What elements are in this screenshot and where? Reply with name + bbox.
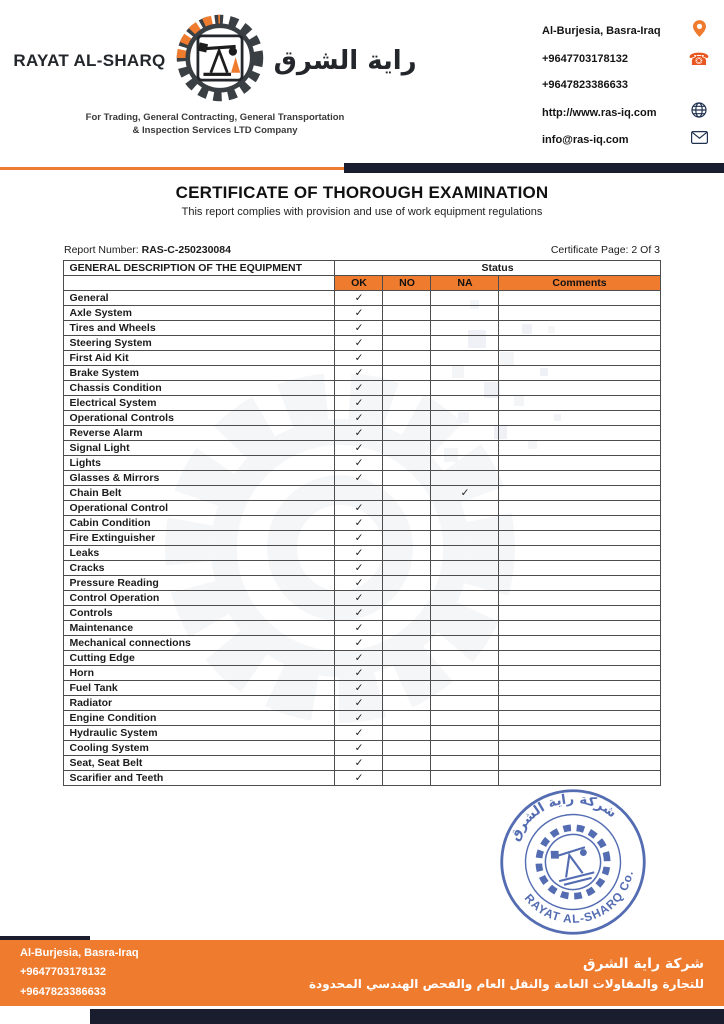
no-check-cell [383,666,431,681]
comments-cell [499,756,660,771]
no-check-cell [383,486,431,501]
equipment-row [64,696,660,711]
equipment-row [64,291,660,306]
no-column-header: NO [383,276,431,291]
equipment-row [64,336,660,351]
na-check-cell: ✓ [431,486,499,501]
comments-cell [499,666,660,681]
contact-phone-1 [542,50,710,68]
no-check-cell [383,546,431,561]
na-check-cell [431,711,499,726]
equipment-name-cell: Cooling System [64,741,335,756]
equipment-row [64,426,660,441]
equipment-name-cell: Pressure Reading [64,576,335,591]
contact-email[interactable] [542,131,710,149]
equipment-row [64,381,660,396]
comments-cell [499,366,660,381]
ok-check-cell: ✓ [335,741,383,756]
na-check-cell [431,651,499,666]
company-tagline [30,111,400,138]
footer-company-name-arabic: شركة راية الشرق [583,955,704,972]
equipment-name-cell: Brake System [64,366,335,381]
ok-check-cell: ✓ [335,381,383,396]
no-check-cell [383,561,431,576]
company-name-arabic: راية الشرق [273,45,417,76]
ok-check-cell: ✓ [335,666,383,681]
comments-cell [499,741,660,756]
equipment-name-cell: Maintenance [64,621,335,636]
email-text[interactable]: info@ras-iq.com [542,134,629,146]
comments-cell [499,621,660,636]
equipment-name-cell: Chain Belt [64,486,335,501]
ok-check-cell: ✓ [335,681,383,696]
equipment-inspection-table [63,260,660,786]
na-check-cell [431,381,499,396]
footer-contact-block [20,944,139,1002]
comments-cell [499,546,660,561]
equipment-row [64,606,660,621]
dark-rule [344,163,724,173]
footer-tagline-arabic: للتجارة والمقاولات العامة والنقل العام والفحص الهندسي المحدودة [308,976,704,991]
no-check-cell [383,741,431,756]
contact-info-block [542,12,710,149]
ok-check-cell: ✓ [335,336,383,351]
ok-check-cell: ✓ [335,651,383,666]
equipment-row [64,576,660,591]
comments-cell [499,396,660,411]
ok-check-cell: ✓ [335,516,383,531]
na-check-cell [431,516,499,531]
comments-cell [499,306,660,321]
ok-check-cell: ✓ [335,351,383,366]
no-check-cell [383,516,431,531]
na-check-cell [431,336,499,351]
equipment-name-cell: Glasses & Mirrors [64,471,335,486]
comments-cell [499,606,660,621]
na-check-cell [431,546,499,561]
globe-icon [688,102,710,123]
na-check-cell [431,741,499,756]
report-number-label: Report Number: [64,244,139,256]
comments-cell [499,291,660,306]
equipment-name-cell: Fuel Tank [64,681,335,696]
ok-check-cell: ✓ [335,501,383,516]
ok-check-cell: ✓ [335,636,383,651]
na-check-cell [431,681,499,696]
ok-check-cell: ✓ [335,726,383,741]
no-check-cell [383,306,431,321]
stamp-gear-pumpjack-icon [532,821,615,904]
equipment-name-cell: Radiator [64,696,335,711]
header-divider [0,163,724,173]
phone-2-text: +9647823386633 [542,79,628,91]
ok-check-cell: ✓ [335,591,383,606]
na-check-cell [431,621,499,636]
ok-check-cell: ✓ [335,321,383,336]
na-check-cell [431,771,499,786]
equipment-row [64,441,660,456]
na-check-cell [431,351,499,366]
equipment-row [64,681,660,696]
ok-check-cell: ✓ [335,471,383,486]
equipment-name-cell: General [64,291,335,306]
no-check-cell [383,366,431,381]
equipment-name-cell: Horn [64,666,335,681]
no-check-cell [383,471,431,486]
comments-cell [499,336,660,351]
ok-check-cell: ✓ [335,696,383,711]
document-title: CERTIFICATE OF THOROUGH EXAMINATION [175,183,549,202]
contact-address [542,20,710,42]
no-check-cell [383,651,431,666]
no-check-cell [383,756,431,771]
na-check-cell [431,456,499,471]
no-check-cell [383,621,431,636]
tagline-line-2: & Inspection Services LTD Company [132,125,298,137]
equipment-row [64,561,660,576]
equipment-row [64,306,660,321]
comments-cell [499,471,660,486]
equipment-row [64,621,660,636]
na-check-cell [431,426,499,441]
footer-phone-2: +9647823386633 [20,985,106,998]
no-check-cell [383,636,431,651]
location-pin-icon [688,20,710,42]
equipment-row [64,456,660,471]
phone-icon: ☎ [688,49,710,69]
equipment-row [64,501,660,516]
na-check-cell [431,606,499,621]
equipment-name-cell: Scarifier and Teeth [64,771,335,786]
na-check-cell [431,756,499,771]
ok-check-cell: ✓ [335,306,383,321]
equipment-name-cell: Leaks [64,546,335,561]
comments-cell [499,426,660,441]
equipment-name-cell: Seat, Seat Belt [64,756,335,771]
no-check-cell [383,576,431,591]
comments-cell [499,411,660,426]
equipment-row [64,486,660,501]
equipment-row [64,636,660,651]
na-check-cell [431,696,499,711]
ok-check-cell: ✓ [335,606,383,621]
no-check-cell [383,531,431,546]
footer-address: Al-Burjesia, Basra-Iraq [20,947,139,960]
document-subtitle: This report complies with provision and use of work equipment regulations [181,206,543,218]
equipment-name-cell: Lights [64,456,335,471]
equipment-name-cell: Cutting Edge [64,651,335,666]
comments-cell [499,591,660,606]
equipment-name-cell: Chassis Condition [64,381,335,396]
no-check-cell [383,381,431,396]
ok-check-cell: ✓ [335,426,383,441]
equipment-row [64,321,660,336]
equipment-name-cell: Steering System [64,336,335,351]
comments-cell [499,486,660,501]
no-check-cell [383,501,431,516]
comments-cell [499,561,660,576]
ok-check-cell: ✓ [335,366,383,381]
na-check-cell [431,291,499,306]
equipment-row [64,741,660,756]
na-check-cell [431,366,499,381]
comments-cell [499,516,660,531]
ok-check-cell: ✓ [335,771,383,786]
equipment-name-cell: Control Operation [64,591,335,606]
equipment-row [64,366,660,381]
no-check-cell [383,411,431,426]
ok-check-cell: ✓ [335,546,383,561]
equipment-name-cell: Cracks [64,561,335,576]
comments-cell [499,636,660,651]
comments-cell [499,681,660,696]
certificate-page-indicator [551,244,660,256]
equipment-name-cell: Mechanical connections [64,636,335,651]
comments-cell [499,726,660,741]
ok-check-cell: ✓ [335,411,383,426]
tagline-line-1: For Trading, General Contracting, General Transportation [85,112,345,123]
na-check-cell [431,561,499,576]
no-check-cell [383,606,431,621]
equipment-name-cell: Tires and Wheels [64,321,335,336]
ok-column-header: OK [335,276,383,291]
na-check-cell [431,636,499,651]
comments-cell [499,351,660,366]
ok-check-cell: ✓ [335,576,383,591]
equipment-row [64,411,660,426]
na-check-cell [431,396,499,411]
no-check-cell [383,726,431,741]
ok-check-cell: ✓ [335,396,383,411]
na-check-cell [431,666,499,681]
equipment-name-cell: Axle System [64,306,335,321]
contact-website[interactable] [542,102,710,123]
ok-check-cell: ✓ [335,531,383,546]
email-icon [688,131,710,149]
comments-cell [499,321,660,336]
comments-column-header: Comments [499,276,660,291]
no-check-cell [383,441,431,456]
phone-1-text: +9647703178132 [542,53,628,65]
ok-check-cell: ✓ [335,561,383,576]
gear-pumpjack-logo-icon [174,12,266,109]
no-check-cell [383,426,431,441]
no-check-cell [383,336,431,351]
equipment-name-cell: Controls [64,606,335,621]
report-meta [64,244,660,256]
report-number-value: RAS-C-250230084 [141,244,231,256]
ok-check-cell: ✓ [335,291,383,306]
ok-check-cell [335,486,383,501]
equipment-name-cell: Electrical System [64,396,335,411]
comments-cell [499,711,660,726]
table-header-row-1 [64,261,660,276]
equipment-row [64,471,660,486]
equipment-row [64,396,660,411]
na-check-cell [431,591,499,606]
ok-check-cell: ✓ [335,441,383,456]
equipment-row [64,591,660,606]
equipment-name-cell: Reverse Alarm [64,426,335,441]
no-check-cell [383,711,431,726]
equipment-row [64,351,660,366]
company-name-english: RAYAT AL-SHARQ [13,50,166,70]
comments-cell [499,381,660,396]
comments-cell [499,531,660,546]
orange-rule [0,167,344,170]
na-check-cell [431,471,499,486]
ok-check-cell: ✓ [335,711,383,726]
na-check-cell [431,531,499,546]
equipment-row [64,546,660,561]
equipment-name-cell: Fire Extinguisher [64,531,335,546]
blank-header-cell [64,276,335,291]
contact-phone-2 [542,76,710,94]
equipment-name-cell: First Aid Kit [64,351,335,366]
na-check-cell [431,411,499,426]
stamp-arabic-text: شركة راية الشرق [507,792,620,844]
company-logo-block [13,12,417,149]
letterhead [0,0,724,149]
na-check-cell [431,306,499,321]
website-text[interactable]: http://www.ras-iq.com [542,106,657,119]
comments-cell [499,456,660,471]
no-check-cell [383,591,431,606]
no-check-cell [383,771,431,786]
equipment-name-cell: Cabin Condition [64,516,335,531]
equipment-row [64,531,660,546]
footer-dark-bar [90,1009,724,1024]
na-check-cell [431,726,499,741]
equipment-name-cell: Signal Light [64,441,335,456]
equipment-name-cell: Hydraulic System [64,726,335,741]
footer [0,936,724,1024]
certificate-page-label: Certificate Page: [550,244,629,256]
report-number [64,244,231,256]
ok-check-cell: ✓ [335,456,383,471]
equipment-name-cell: Operational Controls [64,411,335,426]
footer-orange-band [0,940,724,1006]
stamp-english-text: RAYAT AL-SHARQ Co. [521,869,637,926]
equipment-row [64,711,660,726]
no-check-cell [383,456,431,471]
no-check-cell [383,351,431,366]
no-check-cell [383,696,431,711]
no-check-cell [383,291,431,306]
status-header: Status [335,261,660,276]
footer-arabic-block [309,954,704,993]
equipment-row [64,516,660,531]
ok-check-cell: ✓ [335,756,383,771]
comments-cell [499,441,660,456]
table-header-row-2 [64,276,660,291]
comments-cell [499,501,660,516]
equipment-description-header: GENERAL DESCRIPTION OF THE EQUIPMENT [64,261,335,276]
na-column-header: NA [431,276,499,291]
equipment-row [64,726,660,741]
na-check-cell [431,441,499,456]
na-check-cell [431,576,499,591]
equipment-row [64,651,660,666]
equipment-name-cell: Engine Condition [64,711,335,726]
no-check-cell [383,396,431,411]
comments-cell [499,576,660,591]
address-text: Al-Burjesia, Basra-Iraq [542,25,661,37]
no-check-cell [383,321,431,336]
equipment-row [64,756,660,771]
no-check-cell [383,681,431,696]
ok-check-cell: ✓ [335,621,383,636]
footer-phone-1: +9647703178132 [20,966,106,979]
na-check-cell [431,501,499,516]
comments-cell [499,651,660,666]
na-check-cell [431,321,499,336]
certificate-page-value: 2 Of 3 [631,244,660,256]
comments-cell [499,696,660,711]
equipment-row [64,666,660,681]
equipment-name-cell: Operational Control [64,501,335,516]
